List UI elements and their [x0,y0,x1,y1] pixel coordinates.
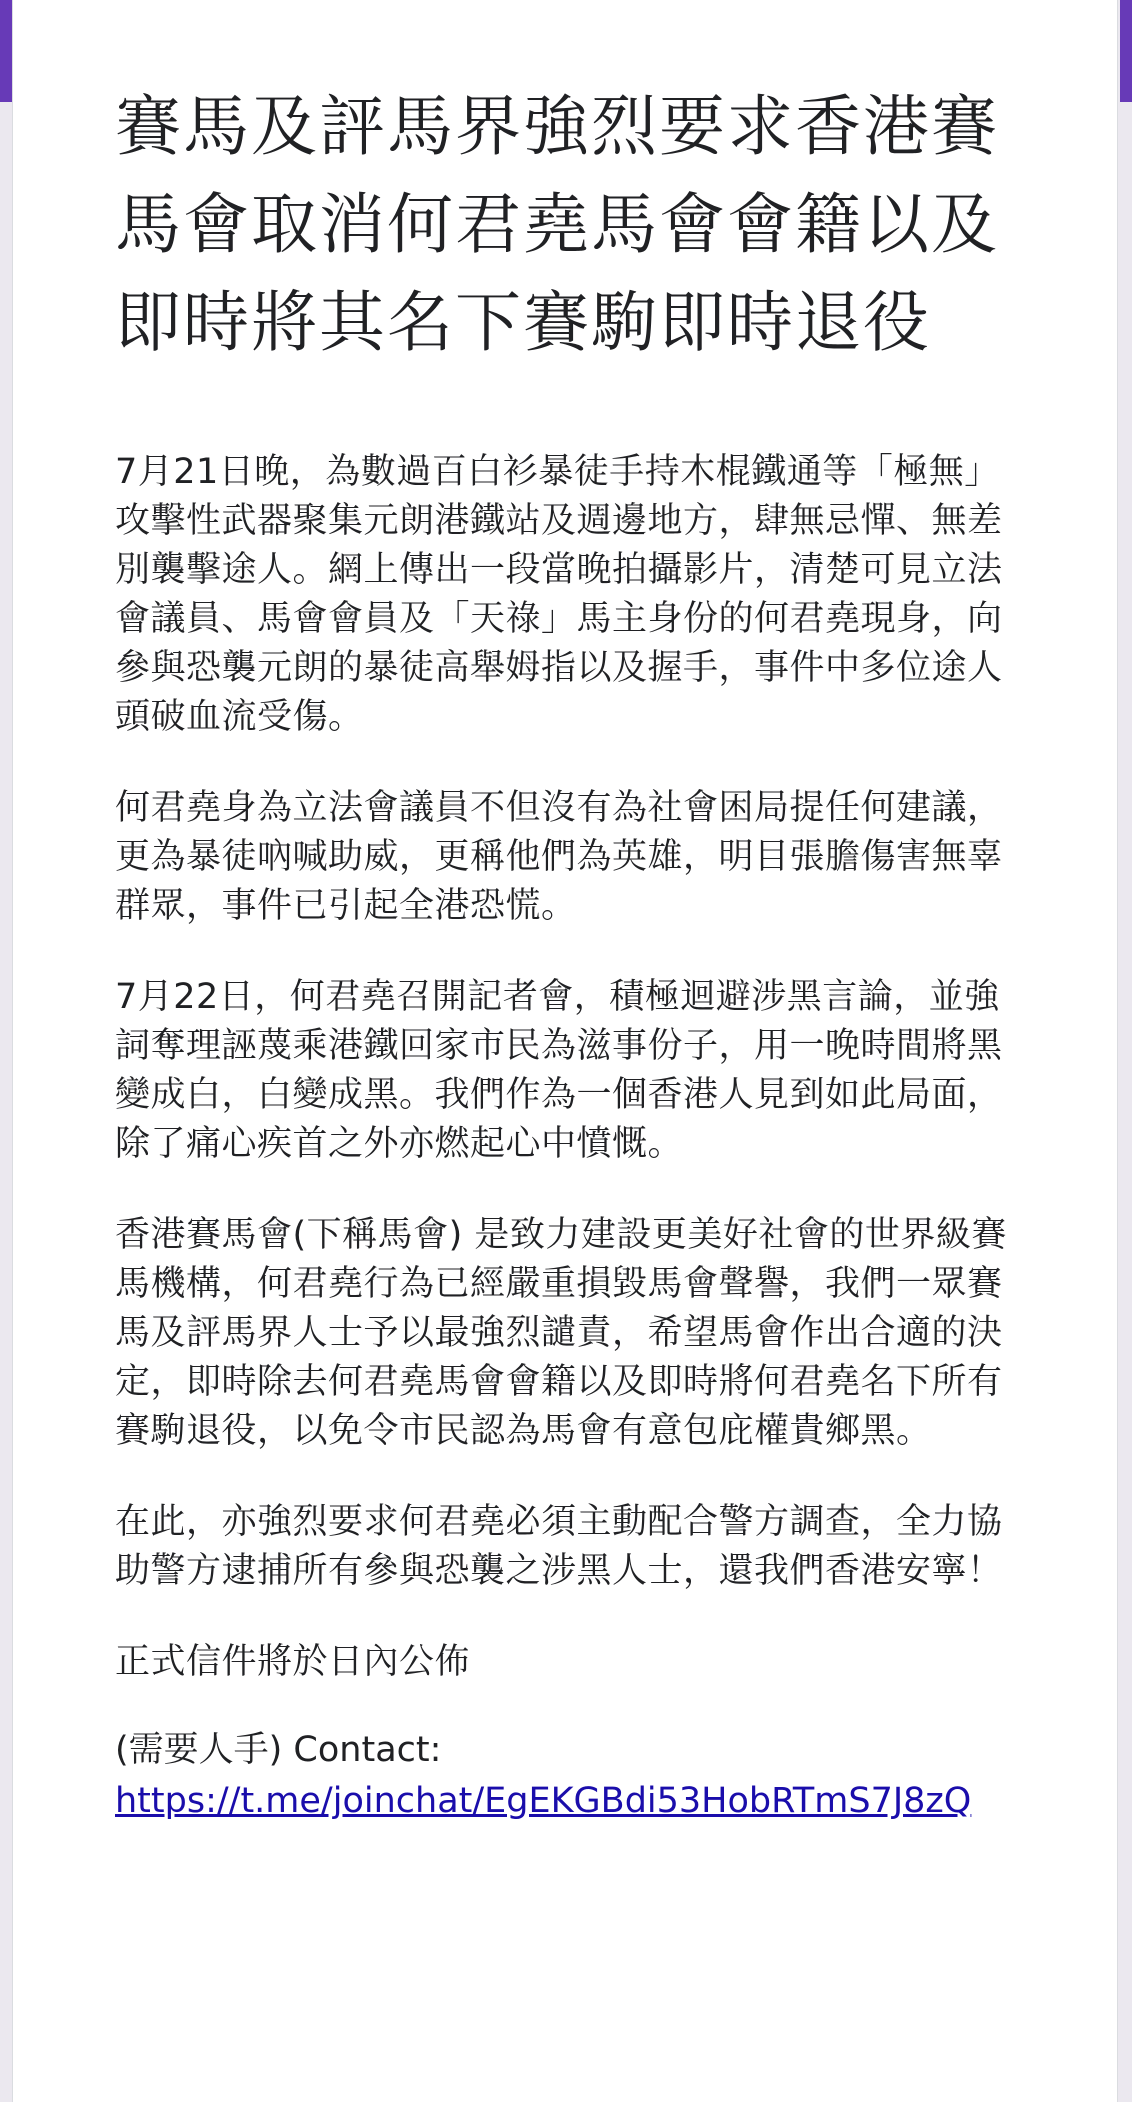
description-paragraph-5: 在此，亦強烈要求何君堯必須主動配合警方調查，全力協助警方逮捕所有參與恐襲之涉黑人士，還我們香港安寧！ [115,1502,1003,1591]
description-paragraph-2: 何君堯身為立法會議員不但沒有為社會困局提任何建議，更為暴徒吶喊助威，更稱他們為英雄，明目張膽傷害無辜群眾，事件已引起全港恐慌。 [115,788,1003,926]
description-paragraph-3: 7月22日，何君堯召開記者會，積極迴避涉黑言論，並強詞奪理誣蔑乘港鐵回家市民為滋事份子，用一晚時間將黑變成白，白變成黑。我們作為一個香港人見到如此局面，除了痛心疾首之外亦燃起心中憤慨。 [115,977,1003,1164]
description-paragraph-1: 7月21日晚，為數過百白衫暴徒手持木棍鐵通等「極無」攻擊性武器聚集元朗港鐵站及週邊地方，肆無忌憚、無差別襲擊途人。網上傳出一段當晚拍攝影片，清楚可見立法會議員、馬會會員及「天祿」馬主身份的何君堯現身，向參與恐襲元朗的暴徒高舉姆指以及握手，事件中多位途人頭破血流受傷。 [115,452,1003,737]
form-header-card [12,0,1118,2102]
form-title: 賽馬及評馬界強烈要求香港賽馬會取消何君堯馬會會籍以及即時將其名下賽駒即時退役 [115,88,999,361]
contact-link[interactable]: https://t.me/joinchat/EgEKGBdi53HobRTmS7J8zQ [115,1781,972,1821]
form-description [115,78,1025,1827]
accent-bar-right [1120,0,1132,102]
description-paragraph-4: 香港賽馬會(下稱馬會) 是致力建設更美好社會的世界級賽馬機構，何君堯行為已經嚴重損毀馬會聲譽，我們一眾賽馬及評馬界人士予以最強烈譴責，希望馬會作出合適的決定，即時除去何君堯馬會會籍以及即時將何君堯名下所有賽駒退役，以免令市民認為馬會有意包庇權貴鄉黑。 [115,1215,1007,1451]
notice-text: 正式信件將於日內公佈 [115,1642,471,1682]
contact-label: (需要人手) Contact: [115,1730,442,1770]
accent-bar-left [0,0,12,102]
